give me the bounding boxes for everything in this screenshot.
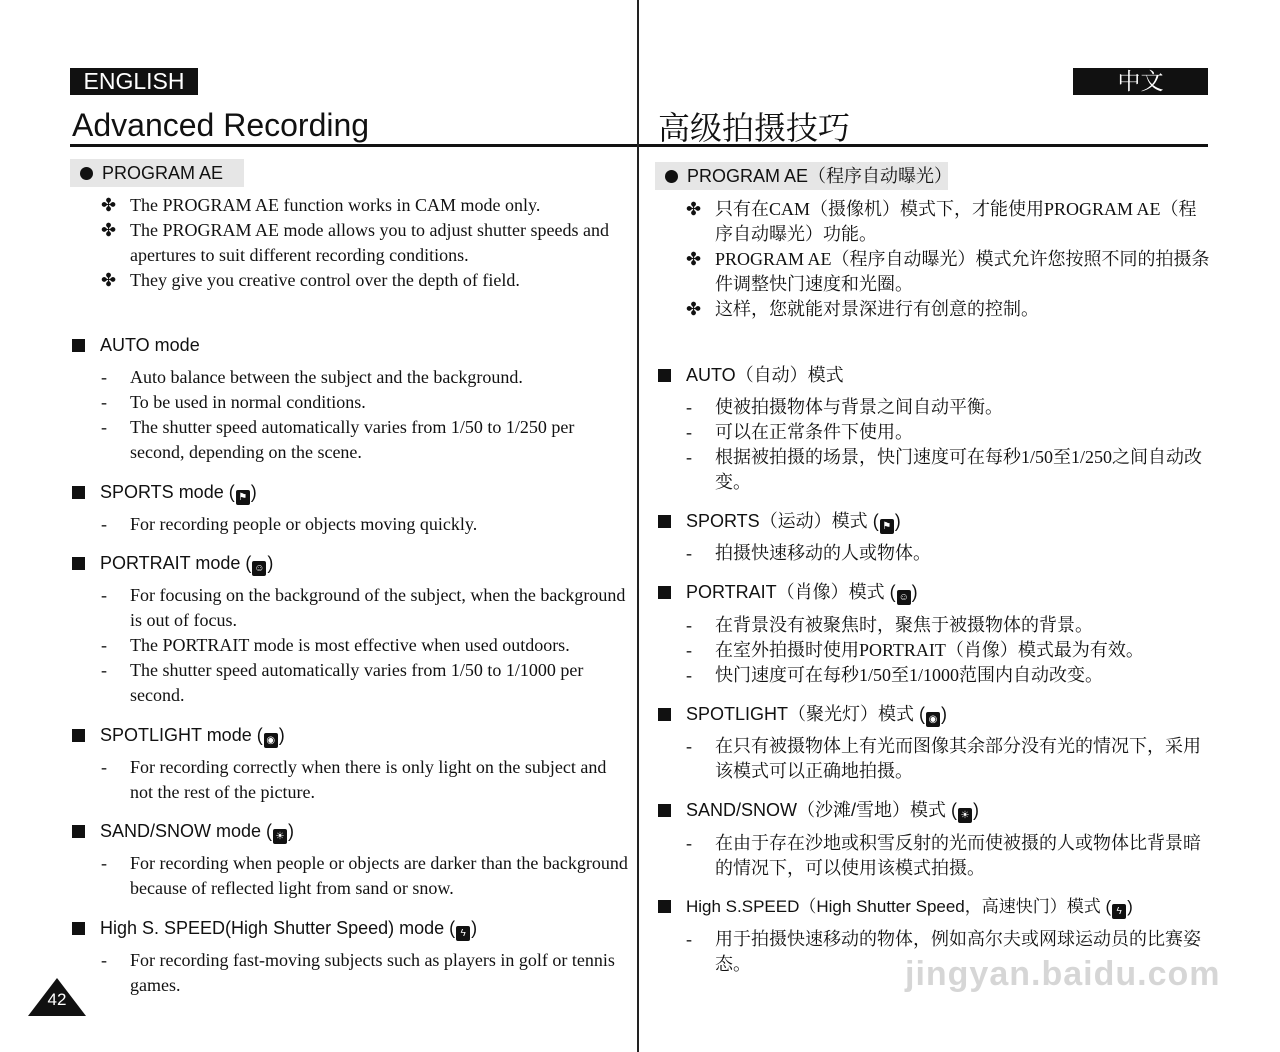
watermark: jingyan.baidu.com — [905, 955, 1221, 993]
sports-mode-items — [101, 512, 631, 537]
list-item: - For recording fast-moving subjects such as players in golf or tennis games. — [101, 950, 615, 995]
list-item: - The shutter speed automatically varies from 1/50 to 1/250 per second, depending on the scene. — [101, 417, 575, 462]
mode-heading-portrait-zh: PORTRAIT（肖像）模式 ( ☺ ) — [658, 580, 918, 605]
list-item: - 根据被拍摄的场景，快门速度可在每秒1/50至1/250之间自动改变。 — [686, 447, 1202, 492]
spotlight-mode-items-zh — [686, 734, 1212, 784]
mode-heading-sports-zh: SPORTS（运动）模式 ( ⚑ ) — [658, 509, 901, 534]
list-item: - 快门速度可在每秒1/50至1/1000范围内自动改变。 — [686, 665, 1104, 685]
square-bullet-icon — [72, 922, 85, 935]
column-divider — [637, 0, 639, 1052]
sandsnow-mode-icon: ☀ — [958, 808, 972, 823]
square-bullet-icon — [658, 804, 671, 817]
square-bullet-icon — [72, 825, 85, 838]
list-item: - 在只有被摄物体上有光而图像其余部分没有光的情况下，采用该模式可以正确地拍摄。 — [686, 736, 1201, 781]
page-number-badge — [28, 978, 86, 1016]
spotlight-mode-items — [101, 755, 631, 805]
list-item: - For recording correctly when there is only light on the subject and not the rest of the picture. — [101, 757, 607, 802]
high-speed-mode-items — [101, 948, 621, 998]
title-rule-left — [70, 144, 637, 147]
list-item: - 用于拍摄快速移动的物体，例如高尔夫或网球运动员的比赛姿态。 — [686, 929, 1201, 974]
high-speed-mode-icon: ϟ — [456, 926, 470, 941]
language-tag-english: ENGLISH — [70, 68, 198, 95]
square-bullet-icon — [658, 369, 671, 382]
mode-heading-sports: SPORTS mode ( ⚑ ) — [72, 480, 257, 505]
spotlight-mode-icon: ◉ — [926, 712, 940, 727]
program-ae-bullets — [101, 193, 631, 293]
portrait-mode-items-zh — [686, 613, 1212, 688]
list-item: - The shutter speed automatically varies from 1/50 to 1/1000 per second. — [101, 660, 584, 705]
list-item: ✤ They give you creative control over the depth of field. — [101, 270, 520, 290]
list-item: - To be used in normal conditions. — [101, 392, 366, 412]
section-heading-program-ae: PROGRAM AE — [70, 159, 244, 187]
mode-heading-sandsnow-zh: SAND/SNOW（沙滩/雪地）模式 ( ☀ ) — [658, 798, 979, 823]
program-ae-bullets-zh — [686, 197, 1212, 322]
sandsnow-mode-items-zh — [686, 831, 1212, 881]
portrait-mode-icon: ☺ — [898, 592, 909, 603]
square-bullet-icon — [72, 729, 85, 742]
sandsnow-mode-icon: ☀ — [273, 829, 287, 844]
page-title-english: Advanced Recording — [72, 107, 370, 143]
square-bullet-icon — [658, 708, 671, 721]
mode-heading-auto: AUTO mode — [72, 333, 200, 357]
mode-heading-auto-zh: AUTO（自动）模式 — [658, 363, 844, 387]
mode-heading-portrait: PORTRAIT mode ( ☺ ) — [72, 551, 273, 576]
page-number: 42 — [47, 990, 67, 1009]
language-tag-chinese: 中文 — [1073, 68, 1208, 95]
list-item: - For focusing on the background of the subject, when the background is out of focus. — [101, 585, 626, 630]
list-item: ✤ 只有在CAM（摄像机）模式下，才能使用PROGRAM AE（程序自动曝光）功能。 — [686, 199, 1197, 244]
list-item: ✤ 这样，您就能对景深进行有创意的控制。 — [686, 299, 1039, 319]
sports-mode-icon: ⚑ — [880, 519, 894, 534]
list-item: ✤ The PROGRAM AE mode allows you to adjust shutter speeds and apertures to suit different recording conditions. — [101, 220, 609, 265]
square-bullet-icon — [72, 339, 85, 352]
high-speed-mode-icon: ϟ — [1112, 904, 1126, 919]
mode-heading-sandsnow: SAND/SNOW mode ( ☀ ) — [72, 819, 294, 844]
sports-mode-items-zh — [686, 541, 1212, 566]
spotlight-mode-icon: ◉ — [264, 733, 278, 748]
list-item: - 可以在正常条件下使用。 — [686, 422, 913, 442]
portrait-mode-items — [101, 583, 631, 708]
list-item: - Auto balance between the subject and the background. — [101, 367, 523, 387]
mode-heading-high-speed: High S. SPEED(High Shutter Speed) mode ( ϟ ) — [72, 916, 477, 941]
auto-mode-items — [101, 365, 631, 465]
auto-mode-items-zh — [686, 395, 1212, 495]
page-title-chinese: 高级拍摄技巧 — [658, 109, 851, 147]
list-item: - 拍摄快速移动的人或物体。 — [686, 543, 931, 563]
list-item: - 在背景没有被聚焦时，聚焦于被摄物体的背景。 — [686, 615, 1093, 635]
mode-heading-high-speed-zh: High S.SPEED（High Shutter Speed，高速快门）模式 ( ϟ ) — [658, 895, 1133, 919]
mode-heading-spotlight: SPOTLIGHT mode ( ◉ ) — [72, 723, 285, 748]
section-heading-program-ae-zh: PROGRAM AE（程序自动曝光） — [655, 162, 948, 190]
list-item: - 在室外拍摄时使用PORTRAIT（肖像）模式最为有效。 — [686, 640, 1144, 660]
list-item: ✤ The PROGRAM AE function works in CAM mode only. — [101, 195, 541, 215]
square-bullet-icon — [658, 586, 671, 599]
list-item: - For recording when people or objects are darker than the background because of reflected light from sand or snow. — [101, 853, 628, 898]
bullet-dot-icon — [80, 167, 93, 180]
bullet-dot-icon — [665, 170, 678, 183]
square-bullet-icon — [658, 900, 671, 913]
list-item: - For recording people or objects moving quickly. — [101, 514, 478, 534]
portrait-mode-icon: ☺ — [254, 563, 265, 574]
sports-mode-icon: ⚑ — [236, 490, 250, 505]
square-bullet-icon — [72, 557, 85, 570]
list-item: - 在由于存在沙地或积雪反射的光而使被摄的人或物体比背景暗的情况下，可以使用该模式拍摄。 — [686, 833, 1201, 878]
list-item: - The PORTRAIT mode is most effective when used outdoors. — [101, 635, 570, 655]
mode-heading-spotlight-zh: SPOTLIGHT（聚光灯）模式 ( ◉ ) — [658, 702, 947, 727]
list-item: ✤ PROGRAM AE（程序自动曝光）模式允许您按照不同的拍摄条件调整快门速度和光圈。 — [686, 249, 1210, 294]
square-bullet-icon — [658, 515, 671, 528]
list-item: - 使被拍摄物体与背景之间自动平衡。 — [686, 397, 1003, 417]
sandsnow-mode-items — [101, 851, 631, 901]
square-bullet-icon — [72, 486, 85, 499]
